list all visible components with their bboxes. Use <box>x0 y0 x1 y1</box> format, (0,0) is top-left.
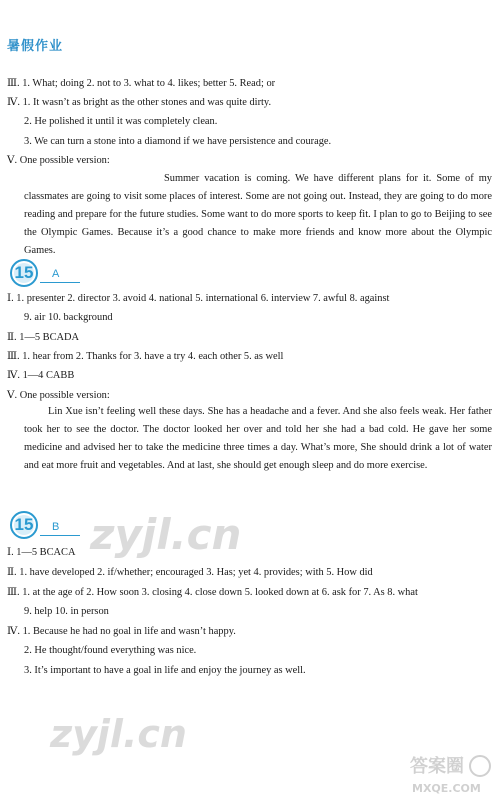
answer-line: 9. air 10. background <box>24 312 113 323</box>
watermark: zyjl.cn <box>90 510 242 559</box>
part-underline <box>40 535 80 536</box>
answer-line: Ⅱ. 1. have developed 2. if/whether; encouraged 3. Has; yet 4. provides; with 5. How did <box>7 567 373 578</box>
answer-line: Ⅴ. One possible version: <box>7 155 110 166</box>
stamp-logo-icon <box>408 748 492 796</box>
answer-line: 9. help 10. in person <box>24 606 109 617</box>
answer-line: 3. It’s important to have a goal in life and enjoy the journey as well. <box>24 665 306 676</box>
answer-line: 3. We can turn a stone into a diamond if we have persistence and courage. <box>24 136 332 147</box>
answer-line: Ⅲ. 1. at the age of 2. How soon 3. closing 4. close down 5. looked down at 6. ask for 7. As 8. what <box>7 587 418 598</box>
answer-line: Ⅲ. 1. What; doing 2. not to 3. what to 4. likes; better 5. Read; or <box>7 78 276 89</box>
answer-line: 2. He polished it until it was completely clean. <box>24 116 218 127</box>
essay-paragraph: Lin Xue isn’t feeling well these days. She has a headache and a fever. And she also feels weak. Her father took her to see the doctor. The doctor looked her over and told her she had a bad cold. He gave her some medicine and advised her to take the medicine three times a day. What’s more, She should drink a lot of water and eat more fruit and vegetables. And at last, she should get enough sleep and do more exercise. <box>24 406 492 471</box>
unit-number: 15 <box>14 263 34 282</box>
part-underline <box>40 282 80 283</box>
watermark-stamp-logo <box>408 748 492 796</box>
answer-line: Ⅱ. 1—5 BCADA <box>7 332 80 343</box>
answer-line: 2. He thought/found everything was nice. <box>24 645 197 656</box>
part-label: A <box>52 268 60 280</box>
watermark: zyjl.cn <box>50 712 187 756</box>
answer-line: Ⅳ. 1—4 CABB <box>7 370 75 381</box>
unit-badge <box>9 510 39 540</box>
answer-line: Ⅲ. 1. hear from 2. Thanks for 3. have a try 4. each other 5. as well <box>7 351 284 362</box>
stamp-bottom-text: MXQE.COM <box>412 782 481 795</box>
page-header-title: 暑假作业 <box>7 39 64 54</box>
essay-paragraph: Summer vacation is coming. We have different plans for it. Some of my classmates are going to visit some places of interest. Some are not going out. Instead, they are going to do more reading and prepare for the future studies. Some want to do more sports to keep fit. I plan to go to Beijing to see the Olympic Games. Because it’s a good chance to make more friends and know more about the Olympic Games. <box>24 173 492 256</box>
stamp-top-text: 答案圈 <box>410 756 464 777</box>
answer-line: Ⅳ. 1. Because he had no goal in life and wasn’t happy. <box>7 626 236 637</box>
unit-badge <box>9 258 39 288</box>
part-label: B <box>52 521 60 533</box>
answer-line: Ⅳ. 1. It wasn’t as bright as the other stones and was quite dirty. <box>7 97 272 108</box>
answer-line: Ⅴ. One possible version: <box>7 390 110 401</box>
answer-line: Ⅰ. 1—5 BCACA <box>7 547 76 558</box>
unit-number: 15 <box>14 515 34 534</box>
answer-line: Ⅰ. 1. presenter 2. director 3. avoid 4. national 5. international 6. interview 7. awful 8. against <box>7 293 390 304</box>
